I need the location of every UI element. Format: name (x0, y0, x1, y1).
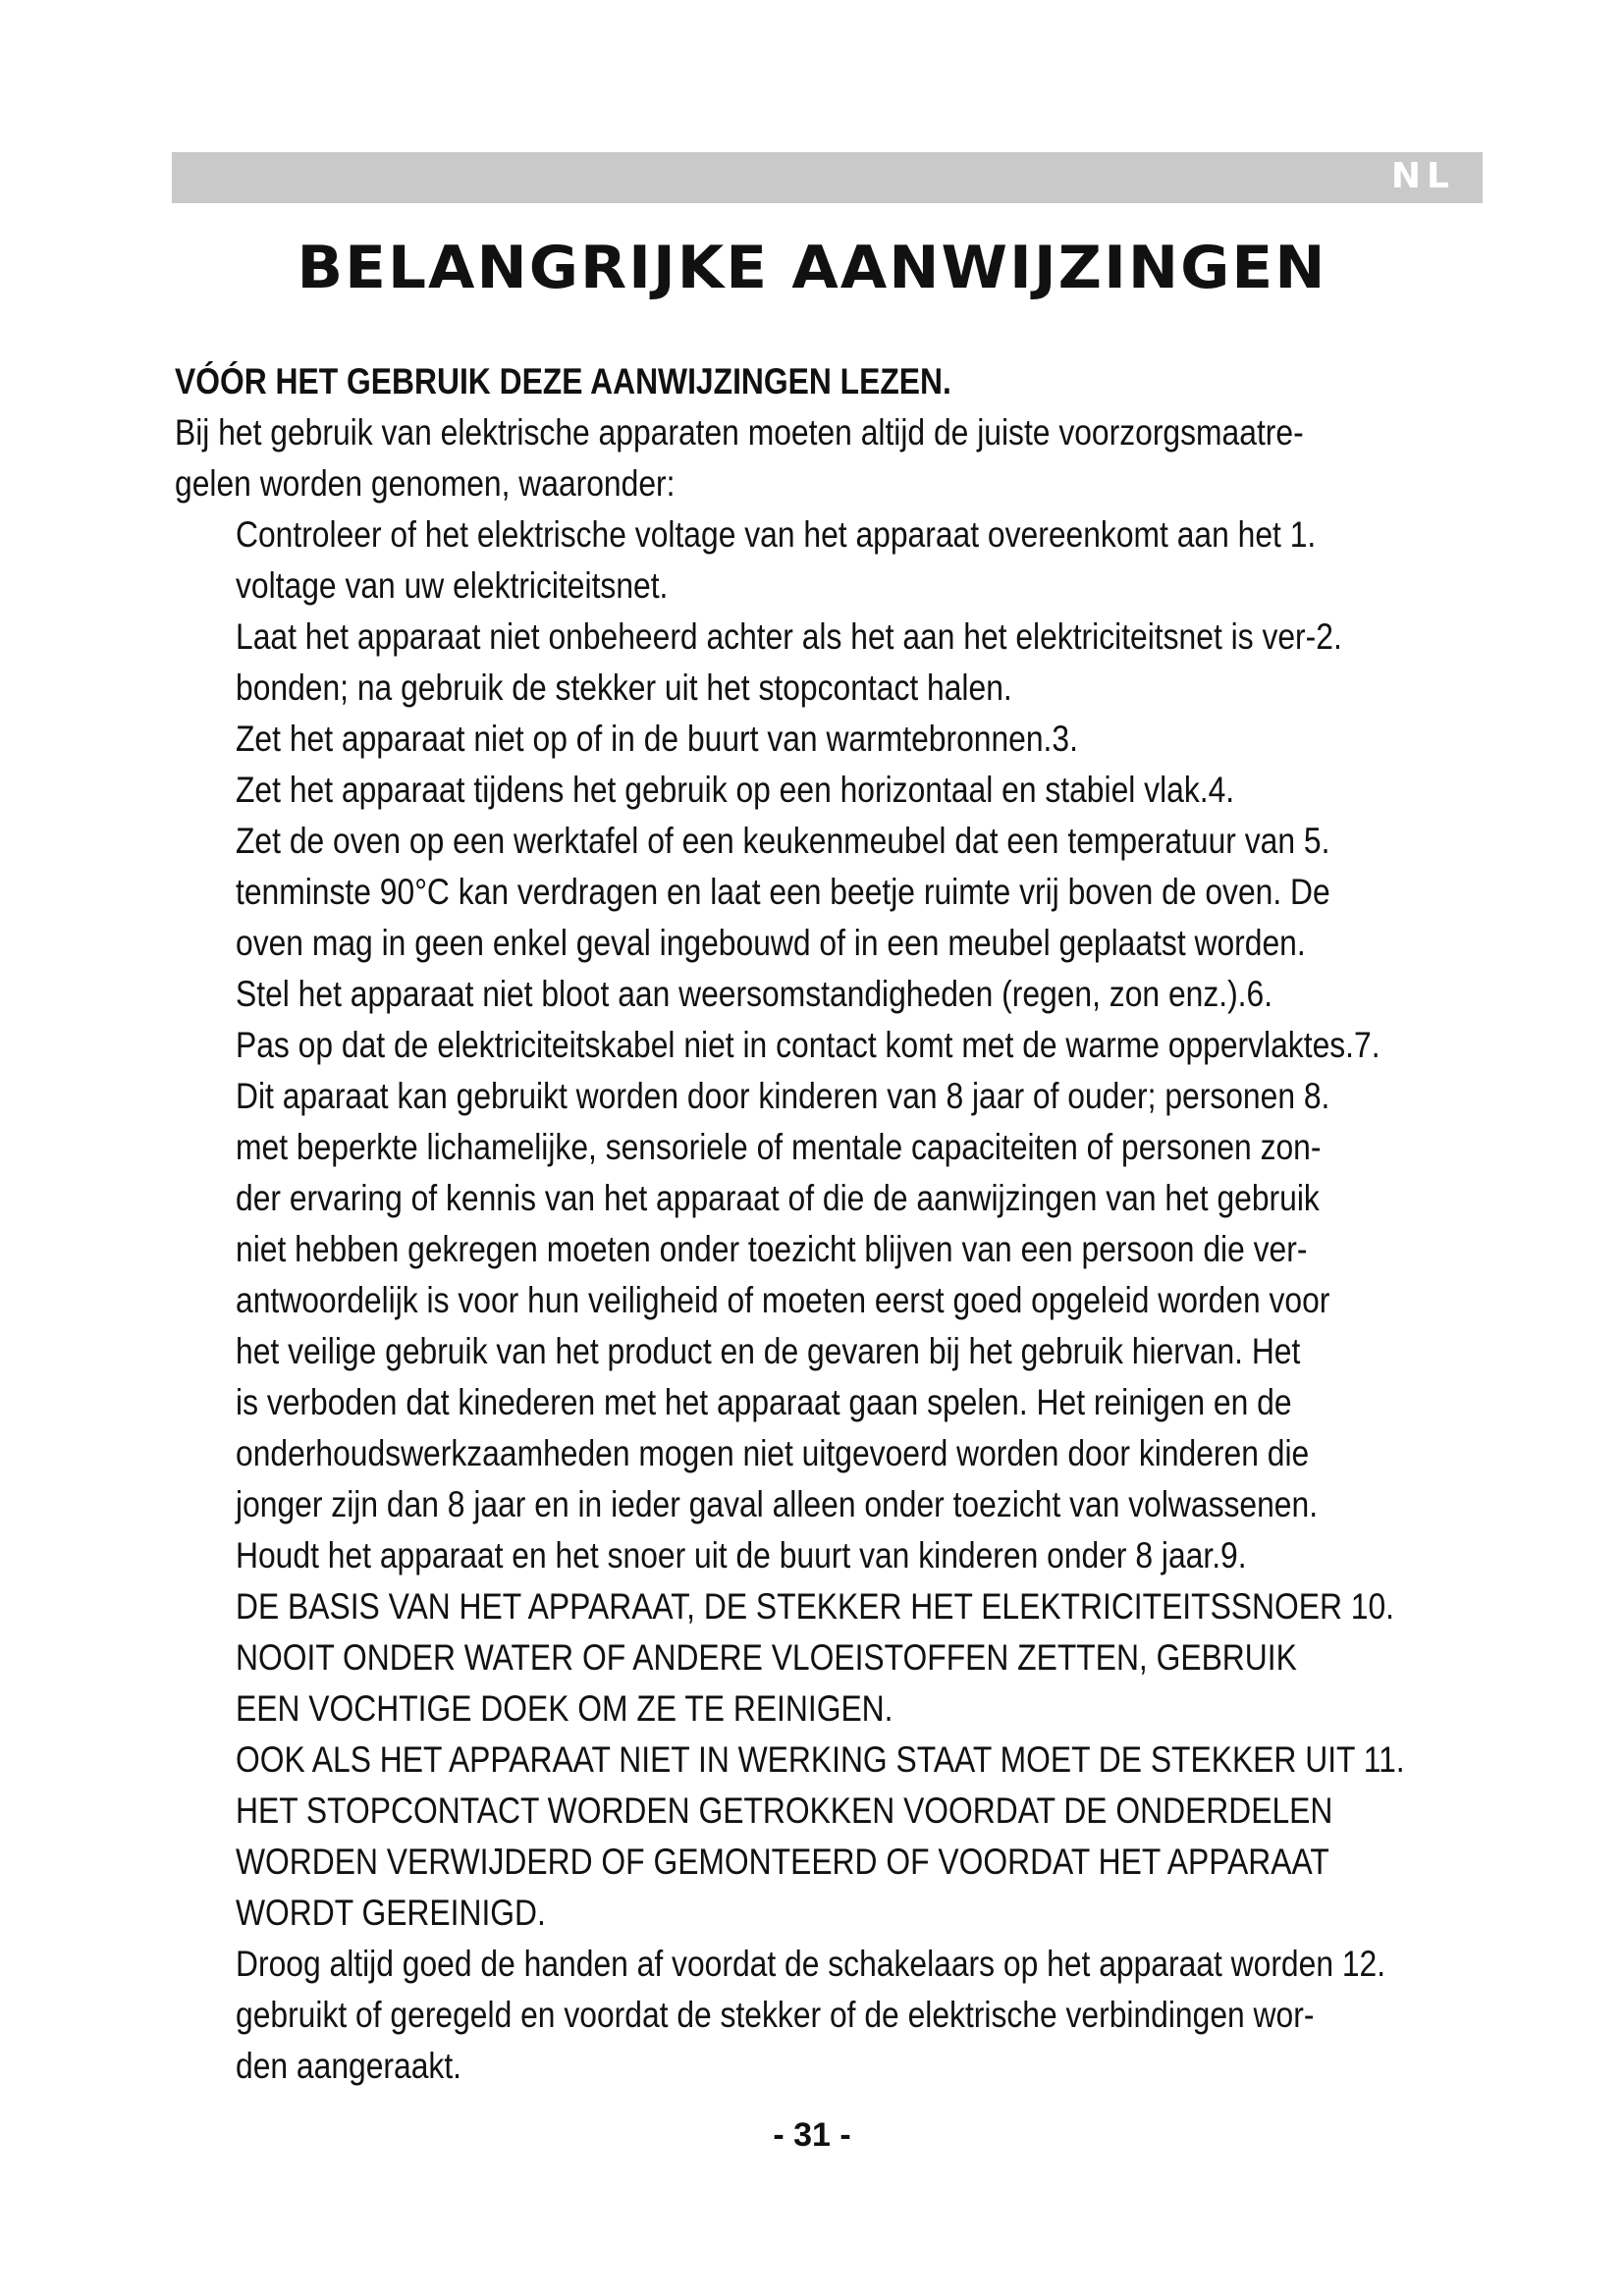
intro-line: gelen worden genomen, waaronder: (175, 463, 676, 504)
list-item-line: niet hebben gekregen moeten onder toezicht blijven van een persoon die ver- (236, 1229, 1308, 1269)
list-item-line: bonden; na gebruik de stekker uit het stopcontact halen. (236, 667, 1012, 708)
list-item-line: onderhoudswerkzaamheden mogen niet uitgevoerd worden door kinderen die (236, 1433, 1310, 1473)
list-item-line: EEN VOCHTIGE DOEK OM ZE TE REINIGEN. (236, 1688, 893, 1729)
list-item-line: OOK ALS HET APPARAAT NIET IN WERKING STAAT MOET DE STEKKER UIT 11. (236, 1739, 1405, 1780)
list-item-line: der ervaring of kennis van het apparaat of die de aanwijzingen van het gebruik (236, 1178, 1320, 1218)
list-item-line: antwoordelijk is voor hun veiligheid of moeten eerst goed opgeleid worden voor (236, 1280, 1330, 1320)
list-item-line: jonger zijn dan 8 jaar en in ieder gaval alleen onder toezicht van volwassenen. (236, 1484, 1319, 1524)
list-item-line: Zet het apparaat tijdens het gebruik op een horizontaal en stabiel vlak.4. (236, 770, 1235, 810)
list-item-line: Dit aparaat kan gebruikt worden door kinderen van 8 jaar of ouder; personen 8. (236, 1076, 1330, 1116)
intro-line: Bij het gebruik van elektrische apparaten moeten altijd de juiste voorzorgsmaatre- (175, 412, 1304, 453)
list-item-line: NOOIT ONDER WATER OF ANDERE VLOEISTOFFEN ZETTEN, GEBRUIK (236, 1637, 1297, 1678)
list-item-line: met beperkte lichamelijke, sensoriele of mentale capaciteiten of personen zon- (236, 1127, 1322, 1167)
page-number: - 31 - (773, 2116, 851, 2154)
list-item-line: Droog altijd goed de handen af voordat de schakelaars op het apparaat worden 12. (236, 1944, 1386, 1984)
list-item-line: WORDEN VERWIJDERD OF GEMONTEERD OF VOORDAT HET APPARAAT (236, 1842, 1329, 1882)
list-item-line: voltage van uw elektriciteitsnet. (236, 565, 669, 606)
list-item-line: tenminste 90°C kan verdragen en laat een beetje ruimte vrij boven de oven. De (236, 872, 1330, 912)
list-item-line: HET STOPCONTACT WORDEN GETROKKEN VOORDAT DE ONDERDELEN (236, 1790, 1333, 1831)
list-item-line: Zet het apparaat niet op of in de buurt van warmtebronnen.3. (236, 719, 1078, 759)
list-item-line: Houdt het apparaat en het snoer uit de buurt van kinderen onder 8 jaar.9. (236, 1535, 1247, 1575)
list-item-line: den aangeraakt. (236, 2046, 461, 2086)
list-item-line: Pas op dat de elektriciteitskabel niet in contact komt met de warme oppervlaktes.7. (236, 1025, 1380, 1065)
list-item-line: gebruikt of geregeld en voordat de stekker of de elektrische verbindingen wor- (236, 1995, 1315, 2035)
language-code: NL (1390, 156, 1455, 196)
list-item-line: Zet de oven op een werktafel of een keukenmeubel dat een temperatuur van 5. (236, 821, 1330, 861)
list-item-line: oven mag in geen enkel geval ingebouwd of in een meubel geplaatst worden. (236, 923, 1306, 963)
list-item-line: Stel het apparaat niet bloot aan weersomstandigheden (regen, zon enz.).6. (236, 974, 1273, 1014)
list-item-line: Controleer of het elektrische voltage van het apparaat overeenkomt aan het 1. (236, 514, 1317, 555)
intro-heading: VÓÓR HET GEBRUIK DEZE AANWIJZINGEN LEZEN. (175, 361, 951, 401)
language-bar (172, 152, 1483, 203)
list-item-line: WORDT GEREINIGD. (236, 1893, 546, 1933)
list-item-line: is verboden dat kinederen met het apparaat gaan spelen. Het reinigen en de (236, 1382, 1292, 1422)
list-item-line: het veilige gebruik van het product en de gevaren bij het gebruik hiervan. Het (236, 1331, 1301, 1371)
page-title: BELANGRIJKE AANWIJZINGEN (297, 234, 1327, 302)
list-item-line: DE BASIS VAN HET APPARAAT, DE STEKKER HET ELEKTRICITEITSSNOER 10. (236, 1586, 1395, 1627)
list-item-line: Laat het apparaat niet onbeheerd achter als het aan het elektriciteitsnet is ver-2. (236, 616, 1342, 657)
